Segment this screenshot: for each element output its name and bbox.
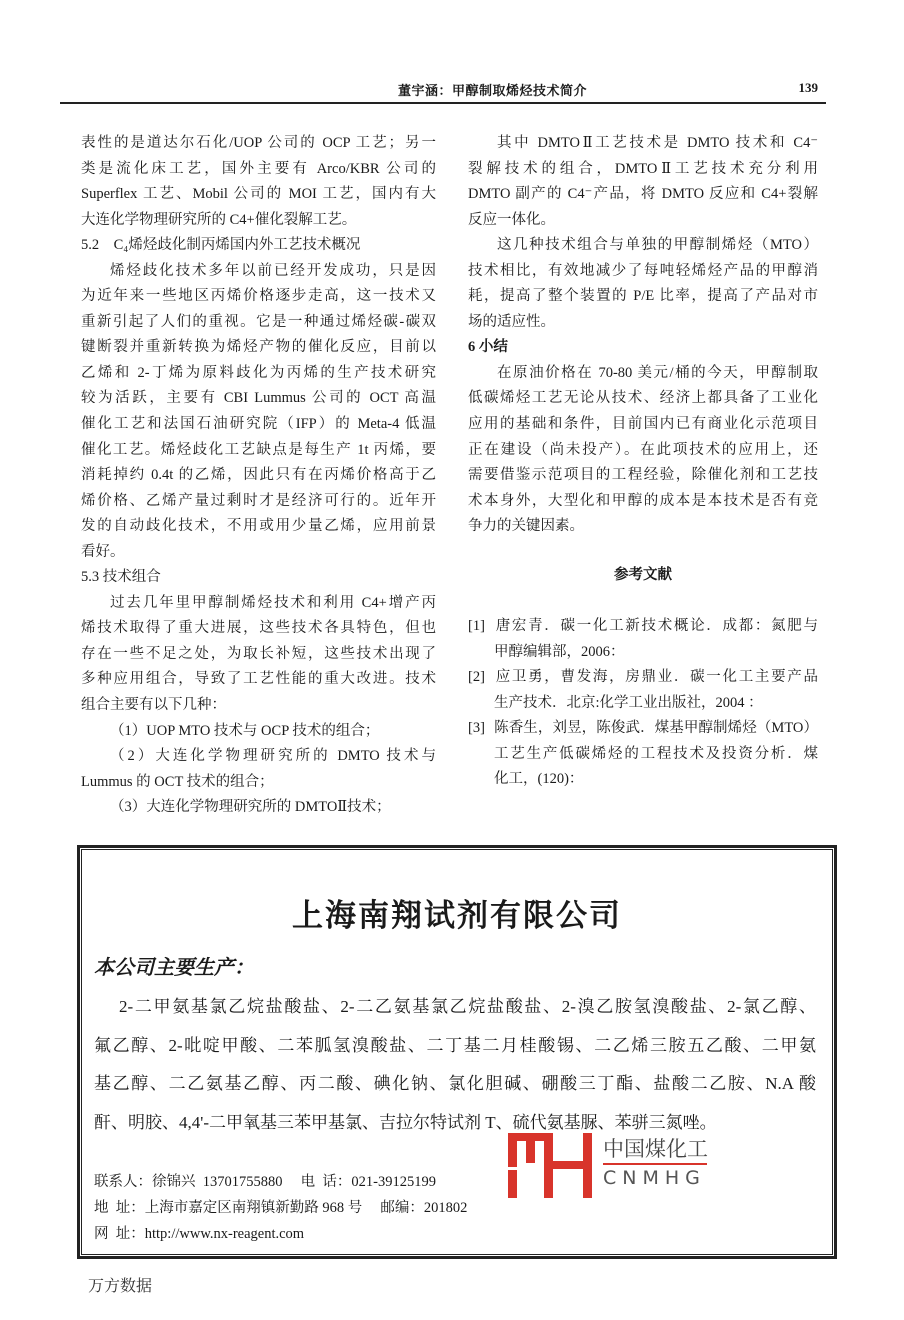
text-line: 乙烯和 2-丁烯为原料歧化为丙烯的生产技术研究 [81, 364, 436, 381]
reference-line [468, 716, 818, 742]
text-line: 在原油价格在 70-80 美元/桶的今天，甲醇制取 [497, 364, 818, 381]
running-title: 董宇涵：甲醇制取烯烃技术简介 [398, 83, 588, 98]
text-line: （3）大连化学物理研究所的 DMTOⅡ技术； [110, 799, 391, 816]
text-line: 烯烃歧化技术多年以前已经开发成功，只是因 [110, 262, 436, 279]
text-line: 键断裂并重新转换为烯烃产物的催化反应，目前以 [81, 339, 436, 356]
reference-text: 陈香生，刘昱，陈俊武．煤基甲醇制烯烃（MTO） [494, 720, 818, 737]
reference-line: 甲醇编辑部，2006： [494, 643, 625, 660]
ad-company-name: 上海南翔试剂有限公司 [292, 898, 622, 934]
watermark-cn: 中国煤化工 [603, 1137, 708, 1161]
text-line: 需要借鉴示范项目的工程经验，除催化剂和工艺技 [468, 467, 818, 484]
text-line: 催化工艺和法国石油研究院（IFP）的 Meta-4 低温 [81, 416, 436, 433]
right-column [468, 131, 818, 540]
product-line: 2-二甲氨基氯乙烷盐酸盐、2-二乙氨基氯乙烷盐酸盐、2-溴乙胺氢溴酸盐、2-氯乙醇、 [119, 997, 816, 1016]
text-line: 为近年来一些地区丙烯价格逐步走高，这一技术又 [81, 288, 436, 305]
mh-logo-icon [508, 1133, 598, 1198]
text-line: 术本身外，大型化和甲醇的成本是本技术是否有竞 [468, 492, 818, 509]
text-line: 表性的是道达尔石化/UOP 公司的 OCP 工艺；另一 [81, 135, 436, 151]
text-line: Lummus 的 OCT 技术的组合； [81, 773, 274, 790]
text-line: DMTO 副产的 C4⁻产品，将 DMTO 反应和 C4+裂解 [468, 186, 818, 203]
reference-line [468, 614, 818, 640]
text-line: 消耗掉约 0.4t 的乙烯，因此只有在丙烯价格高于乙 [81, 467, 436, 484]
reference-item [468, 665, 818, 716]
text-line: 正在建设（尚未投产）。在此项技术的应用上，还 [468, 441, 818, 458]
text-line: 催化工艺。烯烃歧化工艺缺点是每生产 1t 丙烯，要 [81, 441, 436, 458]
reference-text: 唐宏青．碳一化工新技术概论．成都：氮肥与 [494, 618, 818, 634]
ad-contact-info [94, 1169, 467, 1247]
text-line: 耗，提高了整个装置的 P/E 比率，提高了产品对市 [468, 288, 818, 305]
product-line: 氟乙醇、2-吡啶甲酸、二苯胍氢溴酸盐、二丁基二月桂酸锡、二乙烯三胺五乙酸、二甲氨 [94, 1035, 816, 1055]
text-line: 应用的基础和条件，目前国内已有商业化示范项目 [468, 416, 818, 433]
reference-item [468, 614, 818, 665]
text-line: 看好。 [81, 543, 125, 560]
reference-text: 应卫勇，曹发海，房鼎业．碳一化工主要产品 [494, 669, 818, 686]
reference-item [468, 716, 818, 793]
text-line: 场的适应性。 [468, 313, 555, 330]
references-list [468, 614, 818, 793]
text-line: 组合主要有以下几种： [81, 697, 226, 714]
text-line: 反应一体化。 [468, 211, 555, 228]
contact-line [94, 1169, 467, 1195]
reference-line: 工艺生产低碳烯烃的工程技术及投资分析．煤 [494, 745, 818, 762]
reference-number: [2] [468, 669, 485, 686]
text-line: 过去几年里甲醇制烯烃技术和利用 C4+增产丙 [110, 594, 436, 611]
reference-number: [1] [468, 618, 485, 634]
running-header [60, 80, 826, 104]
reference-line: 化工，(120)： [494, 771, 584, 788]
text-line: 这几种技术组合与单独的甲醇制烯烃（MTO） [497, 237, 818, 254]
product-line: 基乙醇、二乙氨基乙醇、丙二酸、碘化钠、氯化胆碱、硼酸三丁酯、盐酸二乙胺、N.A 酸 [94, 1074, 816, 1094]
website-line: 网 址：http://www.nx-reagent.com [94, 1226, 305, 1242]
advertisement-box [77, 845, 837, 1259]
contact-text: 联系人：徐锦兴 13701755880 电 话：021-39125199 [94, 1174, 436, 1190]
text-line: 烯价格、乙烯产量过剩时才是经济可行的。近年开 [81, 492, 436, 509]
text-line: 其中 DMTOⅡ工艺技术是 DMTO 技术和 C4⁻ [497, 135, 818, 151]
text-line: 烯技术取得了重大进展，这些技术各具特色，但也 [81, 620, 436, 637]
product-line: 酐、明胶、4,4'-二甲氧基三苯甲基氯、吉拉尔特试剂 T、硫代氨基脲、苯骈三氮唑。 [94, 1113, 717, 1133]
footer-source: 万方数据 [88, 1276, 153, 1295]
text-line: （1）UOP MTO 技术与 OCP 技术的组合； [110, 722, 380, 739]
reference-line [468, 665, 818, 691]
references-title: 参考文献 [614, 567, 672, 583]
section-heading: 5.2 C₄烯烃歧化制丙烯国内外工艺技术概况 [81, 237, 361, 254]
text-line: 重新引起了人们的重视。它是一种通过烯烃碳-碳双 [81, 313, 436, 330]
left-column [81, 131, 436, 821]
ad-product-list [94, 988, 816, 1143]
text-line: 低碳烯烃工艺无论从技术、经济上都具备了工业化 [468, 390, 818, 407]
section-heading: 5.3 技术组合 [81, 569, 161, 586]
reference-line: 生产技术．北京:化学工业出版社，2004 ： [494, 694, 763, 711]
section-heading: 6 小结 [468, 339, 508, 356]
text-line: 裂解技术的组合，DMTOⅡ工艺技术充分利用 [468, 160, 818, 177]
watermark-logo [508, 1133, 808, 1198]
text-line: （2）大连化学物理研究所的 DMTO 技术与 [110, 748, 436, 765]
text-line: 类是流化床工艺，国外主要有 Arco/KBR 公司的 [81, 160, 436, 177]
text-line: 大连化学物理研究所的 C4+催化裂解工艺。 [81, 211, 357, 228]
text-line: 技术相比，有效地减少了每吨轻烯烃产品的甲醇消 [468, 262, 818, 279]
page-number: 139 [798, 80, 818, 95]
text-line: 存在一些不足之处，为取长补短，这些技术出现了 [81, 645, 436, 662]
watermark-en: CNMHG [603, 1167, 706, 1189]
address-line: 地 址：上海市嘉定区南翔镇新勤路 968 号 邮编：201802 [94, 1200, 468, 1216]
text-line: Superflex 工艺、Mobil 公司的 MOI 工艺，国内有大 [81, 186, 436, 203]
text-line: 多种应用组合，导致了工艺性能的重大改进。技术 [81, 671, 436, 688]
text-line: 争力的关键因素。 [468, 518, 584, 535]
reference-number: [3] [468, 720, 485, 737]
watermark-rule [603, 1163, 707, 1165]
text-line: 发的自动歧化技术，不用或用少量乙烯，应用前景 [81, 518, 436, 535]
ad-subtitle: 本公司主要生产： [94, 957, 254, 979]
text-line: 较为活跃，主要有 CBI Lummus 公司的 OCT 高温 [81, 390, 436, 407]
